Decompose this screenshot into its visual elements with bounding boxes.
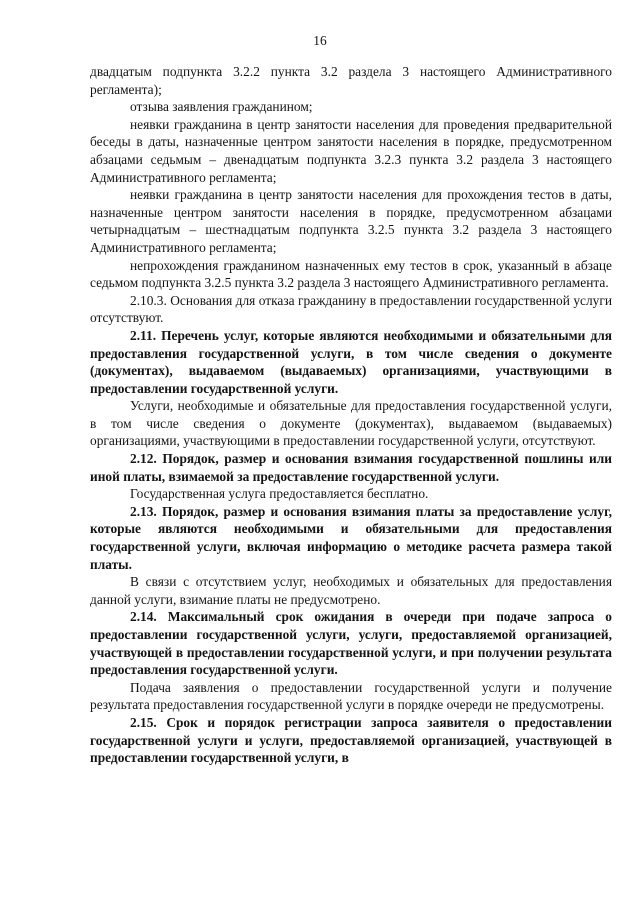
section-heading: 2.14. Максимальный срок ожидания в очереди при подаче запроса о предоставлении государственной услуги, услуги, предоставляемой организацией, участвующей в предоставлении государственной услуги, и при получении результата предоставления государственной услуги. xyxy=(90,609,612,678)
paragraph: Государственная услуга предоставляется бесплатно. xyxy=(130,486,429,502)
paragraph: неявки гражданина в центр занятости населения для прохождения тестов в даты, назначенные центром занятости населения в порядке, предусмотренном абзацами четырнадцатым – шестнадцатым подпункта 3.2.5 пункта 3.2 раздела 3 настоящего Административного регламента; xyxy=(90,187,612,255)
paragraph: Подача заявления о предоставлении государственной услуги и получение результата предоставления государственной услуги в порядке очереди не предусмотрены. xyxy=(90,679,612,713)
paragraph: неявки гражданина в центр занятости населения для проведения предварительной беседы в даты, назначенные центром занятости населения в порядке, предусмотренном абзацами седьмым – двенадцатым подпункта 3.2.3 пункта 3.2 раздела 3 настоящего Административного регламента; xyxy=(90,116,612,185)
section-heading: 2.15. Срок и порядок регистрации запроса заявителя о предоставлении государственной услуги и услуги, предоставляемой организацией, участвующей в предоставлении государственной услуги, в xyxy=(90,714,612,766)
paragraph: двадцатым подпункта 3.2.2 пункта 3.2 раздела 3 настоящего Административного регламента); xyxy=(90,64,612,97)
section-heading: 2.12. Порядок, размер и основания взимания государственной пошлины или иной платы, взимаемой за предоставление государственной услуги. xyxy=(90,451,612,484)
paragraph: В связи с отсутствием услуг, необходимых и обязательных для предоставления данной услуги, взимание платы не предусмотрено. xyxy=(90,574,612,607)
document-body xyxy=(90,63,612,767)
paragraph: непрохождения гражданином назначенных ему тестов в срок, указанный в абзаце седьмом подпункта 3.2.5 пункта 3.2 раздела 3 настоящего Административного регламента. xyxy=(90,257,612,291)
section-heading: 2.11. Перечень услуг, которые являются необходимыми и обязательными для предоставления государственной услуги, в том числе сведения о документе (документах), выдаваемом (выдаваемых) организациями, участвующими в предоставлении государственной услуги. xyxy=(90,327,612,396)
paragraph: Услуги, необходимые и обязательные для предоставления государственной услуги, в том числе сведения о документе (документах), выдаваемом (выдаваемых) организациями, участвующими в предоставлении государственной услуги, отсутствуют. xyxy=(90,398,612,449)
page-number: 16 xyxy=(313,33,327,48)
paragraph: отзыва заявления гражданином; xyxy=(130,99,313,115)
section-heading: 2.13. Порядок, размер и основания взимания платы за предоставление услуг, которые являются необходимыми и обязательными для предоставления государственной услуги, включая информацию о методике расчета размера такой платы. xyxy=(90,503,612,572)
paragraph: 2.10.3. Основания для отказа гражданину в предоставлении государственной услуги отсутствуют. xyxy=(90,292,612,326)
